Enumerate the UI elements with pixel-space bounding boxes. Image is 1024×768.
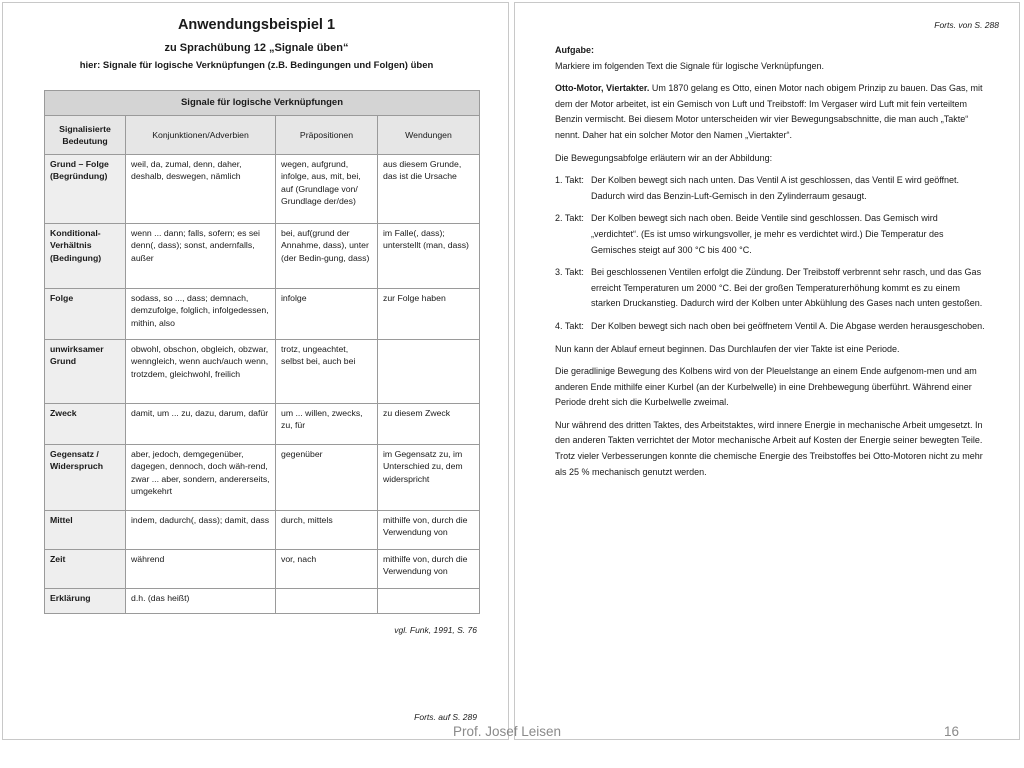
table-cell: weil, da, zumal, denn, daher, deshalb, deswegen, nämlich: [126, 155, 276, 224]
table-row: [45, 289, 480, 340]
table-cell: [378, 589, 480, 614]
table-cell: zur Folge haben: [378, 289, 480, 340]
footer-author: Prof. Josef Leisen: [453, 724, 562, 739]
takt-label: 2. Takt:: [555, 213, 584, 224]
takt-item: [555, 211, 985, 258]
takt-item: [555, 265, 985, 312]
row-heading: Folge: [45, 289, 126, 340]
column-header: Signalisierte Bedeutung: [45, 116, 126, 155]
table-row: [45, 511, 480, 550]
table-header-row: [45, 116, 480, 155]
table-row: [45, 155, 480, 224]
table-cell: indem, dadurch(, dass); damit, dass: [126, 511, 276, 550]
table-row: [45, 224, 480, 289]
table-row: [45, 589, 480, 614]
page-subtitle: zu Sprachübung 12 „Signale üben“: [164, 42, 349, 54]
row-heading: Grund – Folge (Begründung): [45, 155, 126, 224]
intro-heading: Otto-Motor, Viertakter.: [555, 83, 650, 94]
table-cell: im Gegensatz zu, im Unterschied zu, dem widerspricht: [378, 445, 480, 511]
table-row: [45, 550, 480, 589]
table-cell: obwohl, obschon, obgleich, obzwar, wenngleich, wenn auch/auch wenn, trotzdem, gleichwohl, freilich: [126, 340, 276, 404]
lead-paragraph: Die Bewegungsabfolge erläutern wir an der Abbildung:: [555, 152, 773, 163]
intro-text: Um 1870 gelang es Otto, einen Motor nach obigem Prinzip zu bauen. Das Gas, mit dem der Motor arbeitet, ist ein Gemisch von Luft und Treibstoff: Im Vergaser wird Luft mit fein verteiltem Benzin vermischt. Bei diesem Motor unterscheiden wir vier Bewegungsabschnitte, die man auch „Takte“ nennt. Daher hat ein solcher Motor den Namen „Viertakter“.: [555, 83, 983, 140]
citation: vgl. Funk, 1991, S. 76: [394, 625, 477, 635]
row-heading: Zweck: [45, 404, 126, 445]
takt-label: 3. Takt:: [555, 267, 584, 278]
takt-text: Der Kolben bewegt sich nach oben bei geöffnetem Ventil A. Die Abgase werden herausgeschoben.: [591, 320, 985, 331]
row-heading: Konditional-Verhältnis (Bedingung): [45, 224, 126, 289]
row-heading: Zeit: [45, 550, 126, 589]
signals-table: [44, 90, 480, 614]
table-cell: gegenüber: [276, 445, 378, 511]
takt-label: 4. Takt:: [555, 320, 584, 331]
continued-from-note: Forts. von S. 288: [934, 20, 999, 30]
takt-item: [555, 173, 985, 204]
row-heading: Mittel: [45, 511, 126, 550]
table-cell: bei, auf(grund der Annahme, dass), unter (der Bedin-gung, dass): [276, 224, 378, 289]
task-label: Aufgabe:: [555, 45, 594, 55]
table-cell: [378, 340, 480, 404]
table-cell: zu diesem Zweck: [378, 404, 480, 445]
takt-label: 1. Takt:: [555, 175, 584, 186]
row-heading: unwirksamer Grund: [45, 340, 126, 404]
takt-text: Der Kolben bewegt sich nach oben. Beide Ventile sind geschlossen. Das Gemisch wird „verdichtet“. (Es ist umso wirkungsvoller, je mehr es verdichtet wird.) Die Temperatur des Gemisches steigt auf 300 °C bis 400 °C.: [591, 213, 944, 255]
left-page: [2, 2, 509, 740]
kurbel-paragraph: Die geradlinige Bewegung des Kolbens wird von der Pleuelstange an einem Ende aufgenom-men und am anderen Ende mithilfe einer Kurbel (an der Kurbelwelle) in eine Drehbewegung überführt. Während einer Periode dreht sich die Kurbelwelle zweimal.: [555, 366, 977, 408]
table-cell: während: [126, 550, 276, 589]
table-row: [45, 340, 480, 404]
table-row: [45, 404, 480, 445]
periode-paragraph: Nun kann der Ablauf erneut beginnen. Das Durchlaufen der vier Takte ist eine Periode.: [555, 343, 900, 354]
takt-text: Der Kolben bewegt sich nach unten. Das Ventil A ist geschlossen, das Ventil E wird geöffnet. Dadurch wird das Benzin-Luft-Gemisch in den Zylinderraum gesaugt.: [591, 175, 960, 201]
table-cell: [276, 589, 378, 614]
table-cell: aber, jedoch, demgegenüber, dagegen, dennoch, doch wäh-rend, zwar ... aber, sondern, andererseits, umgekehrt: [126, 445, 276, 511]
energie-paragraph: Nur während des dritten Taktes, des Arbeitstaktes, wird innere Energie in mechanische Arbeit umgesetzt. In den anderen Takten verrichtet der Motor mechanische Arbeit auf Kosten der Energie seiner bewegten Teile. Trotz vieler Verbesserungen konnte die chemische Energie des Treibstoffes bei Otto-Motoren nicht zu mehr als 25 % mechanisch genutzt werden.: [555, 419, 983, 477]
slide-number: 16: [944, 724, 960, 739]
table-title: Signale für logische Verknüpfungen: [45, 91, 480, 116]
column-header: Präpositionen: [276, 116, 378, 155]
table-cell: damit, um ... zu, dazu, darum, dafür: [126, 404, 276, 445]
table-cell: durch, mittels: [276, 511, 378, 550]
table-cell: wenn ... dann; falls, sofern; es sei denn(, dass); sonst, andernfalls, außer: [126, 224, 276, 289]
body-text: [555, 43, 985, 487]
table-cell: mithilfe von, durch die Verwendung von: [378, 550, 480, 589]
continued-note: Forts. auf S. 289: [414, 712, 477, 722]
takt-item: [555, 319, 985, 335]
page-subtitle-detail: hier: Signale für logische Verknüpfungen (z.B. Bedingungen und Folgen) üben: [79, 60, 434, 71]
row-heading: Erklärung: [45, 589, 126, 614]
column-header: Konjunktionen/Adverbien: [126, 116, 276, 155]
page-title: Anwendungsbeispiel 1: [177, 17, 336, 33]
table-cell: im Falle(, dass); unterstellt (man, dass): [378, 224, 480, 289]
right-page: [514, 2, 1020, 740]
table-cell: infolge: [276, 289, 378, 340]
table-row: [45, 445, 480, 511]
table-cell: vor, nach: [276, 550, 378, 589]
row-heading: Gegensatz / Widerspruch: [45, 445, 126, 511]
table-cell: um ... willen, zwecks, zu, für: [276, 404, 378, 445]
table-cell: sodass, so ..., dass; demnach, demzufolge, folglich, infolgedessen, mithin, also: [126, 289, 276, 340]
table-cell: wegen, aufgrund, infolge, aus, mit, bei, auf (Grundlage von/ Grundlage der/des): [276, 155, 378, 224]
table-cell: trotz, ungeachtet, selbst bei, auch bei: [276, 340, 378, 404]
task-text: Markiere im folgenden Text die Signale für logische Verknüpfungen.: [555, 60, 824, 71]
column-header: Wendungen: [378, 116, 480, 155]
table-cell: mithilfe von, durch die Verwendung von: [378, 511, 480, 550]
takt-text: Bei geschlossenen Ventilen erfolgt die Zündung. Der Treibstoff verbrennt sehr rasch, und das Gas erreicht Temperaturen um 2000 °C. Bei der großen Temperaturerhöhung kommt es zu einem starken Druckanstieg. Dadurch wird der Kolben unter Abkühlung des Gases nach unten gestoßen.: [591, 267, 983, 309]
intro-paragraph: [555, 81, 985, 143]
table-cell: d.h. (das heißt): [126, 589, 276, 614]
table-cell: aus diesem Grunde, das ist die Ursache: [378, 155, 480, 224]
